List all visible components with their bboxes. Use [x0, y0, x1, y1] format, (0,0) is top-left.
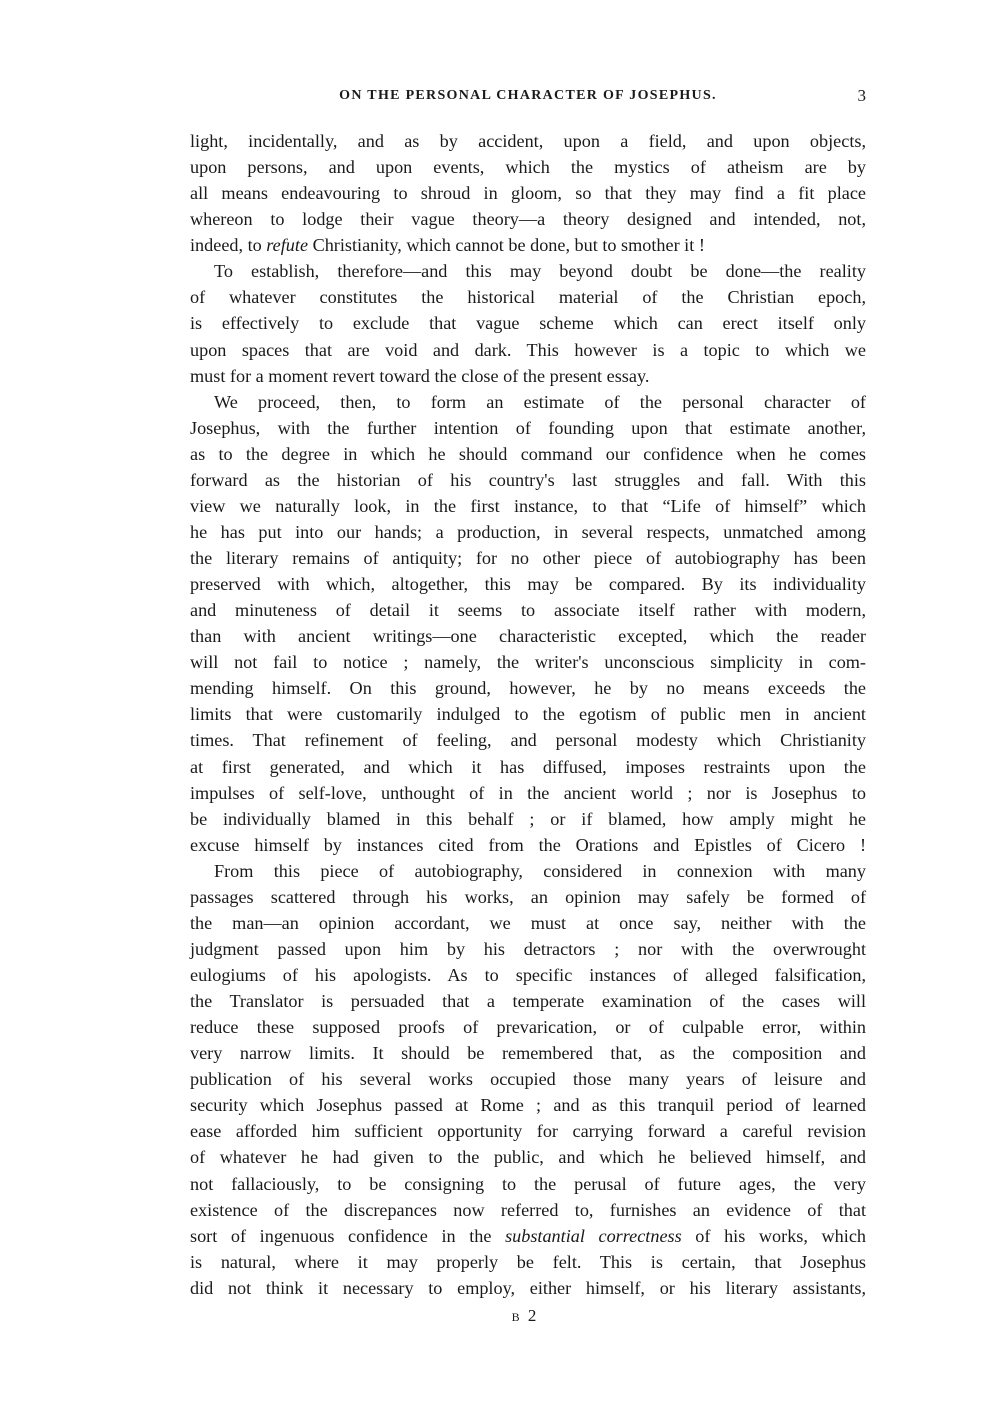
- line-text: be individually blamed in this behalf ; or if blamed, how amply might he: [190, 808, 866, 829]
- line-text: of his works, which: [681, 1225, 866, 1246]
- text-line: [190, 806, 866, 832]
- text-line: [190, 962, 866, 988]
- line-text: eulogiums of his apologists. As to specific instances of alleged falsification,: [190, 965, 866, 985]
- line-text: Christianity, which cannot be done, but to smother it !: [308, 235, 705, 256]
- text-line: [190, 415, 866, 441]
- signature-number: 2: [527, 1306, 539, 1325]
- text-line: [190, 910, 866, 936]
- text-line: [190, 180, 866, 206]
- text-line: [190, 858, 866, 884]
- text-line: [190, 597, 866, 623]
- line-text: all means endeavouring to shroud in gloom, so that they may find a fit place: [190, 183, 866, 204]
- text-line: [190, 310, 866, 336]
- line-text: Josephus, with the further intention of founding upon that estimate another,: [190, 417, 866, 438]
- line-text: the man—an opinion accordant, we must at once say, neither with the: [190, 912, 866, 933]
- line-text: whereon to lodge their vague theory—a theory designed and intended, not,: [190, 209, 866, 230]
- text-line: [190, 1014, 866, 1040]
- text-line: [190, 337, 866, 363]
- text-line: [190, 832, 866, 858]
- text-line: [190, 1249, 866, 1275]
- text-line: [190, 936, 866, 962]
- text-line: [190, 1144, 866, 1170]
- line-text: the literary remains of antiquity; for no other piece of autobiography has been: [190, 548, 866, 568]
- page-number: 3: [857, 86, 866, 105]
- line-text: We proceed, then, to form an estimate of the personal character of: [214, 391, 866, 412]
- text-line: [190, 493, 866, 519]
- line-text: light, incidentally, and as by accident, upon a field, and upon objects,: [190, 131, 866, 151]
- text-line: [190, 128, 866, 154]
- text-line: [190, 258, 866, 284]
- line-text: impulses of self-love, unthought of in the ancient world ; nor is Josephus to: [190, 782, 866, 803]
- line-text: did not think it necessary to employ, either himself, or his literary assistants,: [190, 1277, 866, 1298]
- line-text: of whatever he had given to the public, and which he believed himself, and: [190, 1147, 866, 1168]
- line-text: To establish, therefore—and this may beyond doubt be done—the reality: [214, 261, 866, 282]
- text-line: [190, 754, 866, 780]
- italic-text: refute: [266, 235, 309, 256]
- line-text: publication of his several works occupied those many years of leisure and: [190, 1069, 866, 1090]
- page-footer: [0, 1306, 1000, 1326]
- running-title: ON THE PERSONAL CHARACTER OF JOSEPHUS.: [339, 88, 717, 103]
- page-header: [190, 88, 866, 110]
- line-text: reduce these supposed proofs of prevarication, or of culpable error, within: [190, 1017, 866, 1038]
- line-text: ease afforded him sufficient opportunity for carrying forward a careful revision: [190, 1121, 866, 1142]
- text-line: [190, 284, 866, 310]
- text-line: [190, 545, 866, 571]
- line-text: view we naturally look, in the first instance, to that “Life of himself” which: [190, 495, 866, 516]
- italic-text: substantial correctness: [505, 1225, 682, 1246]
- text-line: [190, 519, 866, 545]
- line-text: upon spaces that are void and dark. This however is a topic to which we: [190, 339, 866, 360]
- text-line: [190, 1118, 866, 1144]
- line-text: passages scattered through his works, an opinion may safely be formed of: [190, 886, 866, 907]
- text-line: [190, 206, 866, 232]
- line-text: security which Josephus passed at Rome ; and as this tranquil period of learned: [190, 1095, 866, 1116]
- text-line: [190, 467, 866, 493]
- line-text: is natural, where it may properly be felt. This is certain, that Josephus: [190, 1251, 866, 1272]
- line-text: not fallaciously, to be consigning to the perusal of future ages, the very: [190, 1173, 866, 1194]
- line-text: forward as the historian of his country's last struggles and fall. With this: [190, 469, 866, 490]
- line-text: will not fail to notice ; namely, the writer's unconscious simplicity in com-: [190, 652, 866, 673]
- text-line: [190, 701, 866, 727]
- text-line: [190, 154, 866, 180]
- line-text: preserved with which, altogether, this may be compared. By its individuality: [190, 574, 866, 595]
- line-text: upon persons, and upon events, which the mystics of atheism are by: [190, 157, 866, 178]
- line-text: existence of the discrepances now referred to, furnishes an evidence of that: [190, 1199, 866, 1220]
- line-text: is effectively to exclude that vague scheme which can erect itself only: [190, 313, 866, 334]
- body-text: [190, 128, 866, 1301]
- text-line: [190, 780, 866, 806]
- text-line: [190, 389, 866, 415]
- line-text: mending himself. On this ground, however, he by no means exceeds the: [190, 678, 866, 699]
- text-line: [190, 1223, 866, 1249]
- text-line: [190, 1040, 866, 1066]
- line-text: than with ancient writings—one characteristic excepted, which the reader: [190, 626, 866, 647]
- line-text: as to the degree in which he should command our confidence when he comes: [190, 443, 866, 464]
- text-line: [190, 1275, 866, 1301]
- line-text: he has put into our hands; a production, in several respects, unmatched among: [190, 521, 866, 542]
- line-text: excuse himself by instances cited from the Orations and Epistles of Cicero !: [190, 834, 866, 855]
- line-text: at first generated, and which it has diffused, imposes restraints upon the: [190, 756, 866, 777]
- text-line: [190, 727, 866, 753]
- text-line: [190, 623, 866, 649]
- text-line: [190, 232, 866, 258]
- text-line: [190, 649, 866, 675]
- text-line: [190, 884, 866, 910]
- text-line: [190, 363, 866, 389]
- line-text: times. That refinement of feeling, and personal modesty which Christianity: [190, 730, 866, 751]
- text-line: [190, 571, 866, 597]
- line-text: of whatever constitutes the historical material of the Christian epoch,: [190, 287, 866, 308]
- line-text: From this piece of autobiography, considered in connexion with many: [214, 860, 866, 881]
- line-text: must for a moment revert toward the close of the present essay.: [190, 365, 650, 386]
- text-line: [190, 675, 866, 701]
- text-line: [190, 1197, 866, 1223]
- text-line: [190, 1092, 866, 1118]
- line-text: limits that were customarily indulged to the egotism of public men in ancient: [190, 704, 866, 725]
- line-text: indeed, to: [190, 235, 267, 256]
- text-line: [190, 441, 866, 467]
- signature-mark: B: [511, 1310, 522, 1324]
- line-text: judgment passed upon him by his detractors ; nor with the overwrought: [190, 938, 866, 959]
- line-text: very narrow limits. It should be remembered that, as the composition and: [190, 1043, 866, 1064]
- text-line: [190, 1171, 866, 1197]
- line-text: the Translator is persuaded that a temperate examination of the cases will: [190, 991, 866, 1012]
- line-text: sort of ingenuous confidence in the: [190, 1225, 506, 1246]
- text-line: [190, 988, 866, 1014]
- line-text: and minuteness of detail it seems to associate itself rather with modern,: [190, 600, 866, 621]
- text-line: [190, 1066, 866, 1092]
